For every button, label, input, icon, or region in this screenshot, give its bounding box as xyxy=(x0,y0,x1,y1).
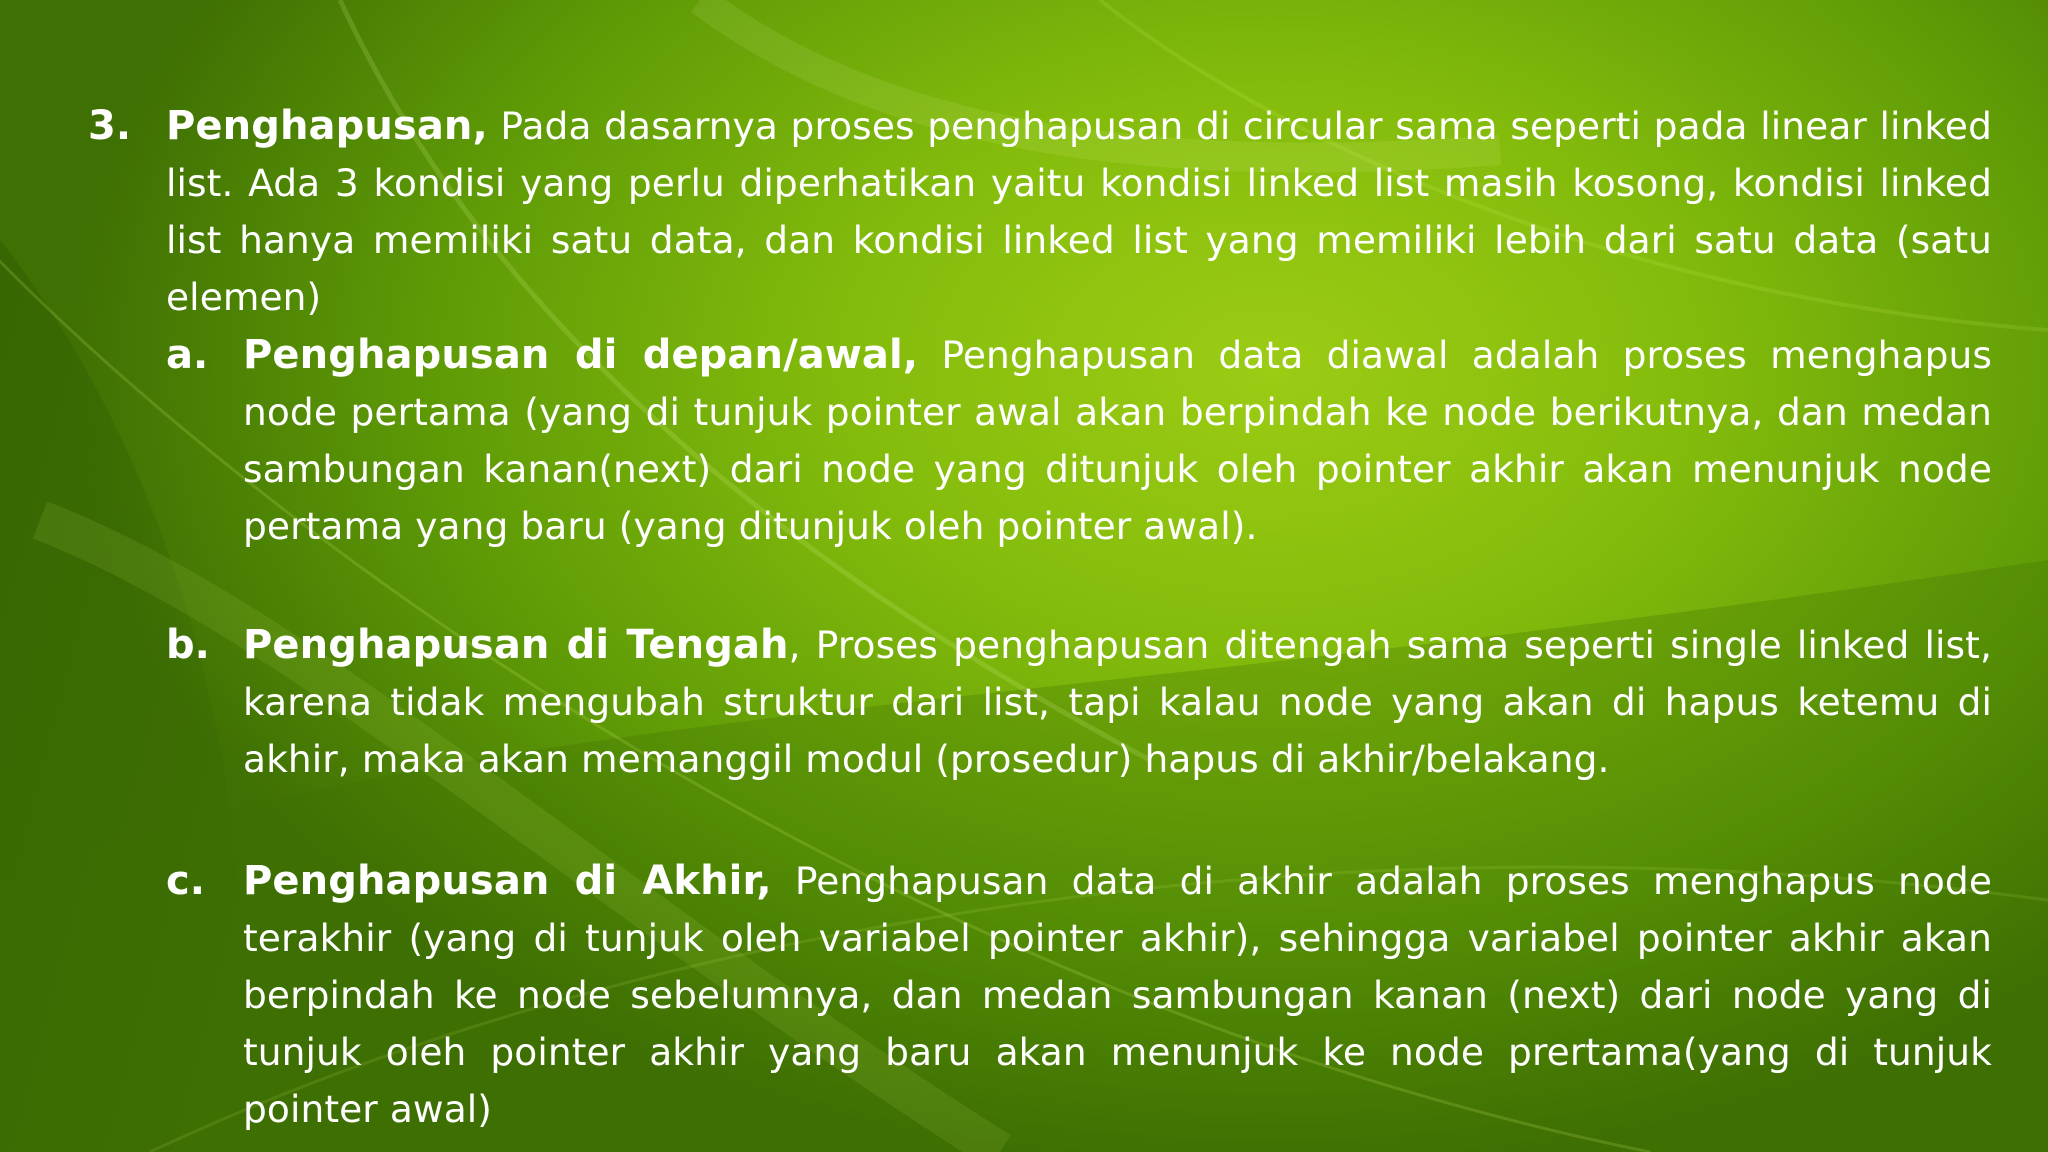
lead-hapus-tengah: Penghapusan di Tengah xyxy=(243,622,789,668)
paragraph-hapus-akhir xyxy=(243,853,1992,1138)
body-penghapusan: Pada dasarnya proses penghapusan di circular sama seperti pada linear linked list. Ada 3 kondisi yang perlu diperhatikan yaitu kondisi linked list masih kosong, kondisi linked list hanya memiliki satu data, dan kondisi linked list yang memiliki lebih dari satu data (satu elemen) xyxy=(166,104,1992,319)
body-hapus-depan: Penghapusan data diawal adalah proses menghapus node pertama (yang di tunjuk pointer awal akan berpindah ke node berikutnya, dan medan sambungan kanan(next) dari node yang ditunjuk oleh pointer akhir akan menunjuk node pertama yang baru (yang ditunjuk oleh pointer awal). xyxy=(243,333,1992,548)
paragraph-hapus-depan xyxy=(243,327,1992,555)
paragraph-penghapusan xyxy=(166,98,1992,326)
list-letter-b: b. xyxy=(166,622,210,668)
list-letter-c: c. xyxy=(166,858,205,904)
paragraph-hapus-tengah xyxy=(243,617,1992,788)
lead-penghapusan: Penghapusan, xyxy=(166,103,488,149)
body-hapus-tengah: , Proses penghapusan ditengah sama seperti single linked list, karena tidak mengubah struktur dari list, tapi kalau node yang akan di hapus ketemu di akhir, maka akan memanggil modul (prosedur) hapus di akhir/belakang. xyxy=(243,623,1993,781)
list-number-3: 3. xyxy=(88,103,132,149)
lead-hapus-depan: Penghapusan di depan/awal, xyxy=(243,332,919,378)
body-hapus-akhir: Penghapusan data di akhir adalah proses menghapus node terakhir (yang di tunjuk oleh variabel pointer akhir), sehingga variabel pointer akhir akan berpindah ke node sebelumnya, dan medan sambungan kanan (next) dari node yang di tunjuk oleh pointer akhir yang baru akan menunjuk ke node prertama(yang di tunjuk pointer awal) xyxy=(243,859,1992,1131)
list-letter-a: a. xyxy=(166,332,209,378)
lead-hapus-akhir: Penghapusan di Akhir, xyxy=(243,858,772,904)
